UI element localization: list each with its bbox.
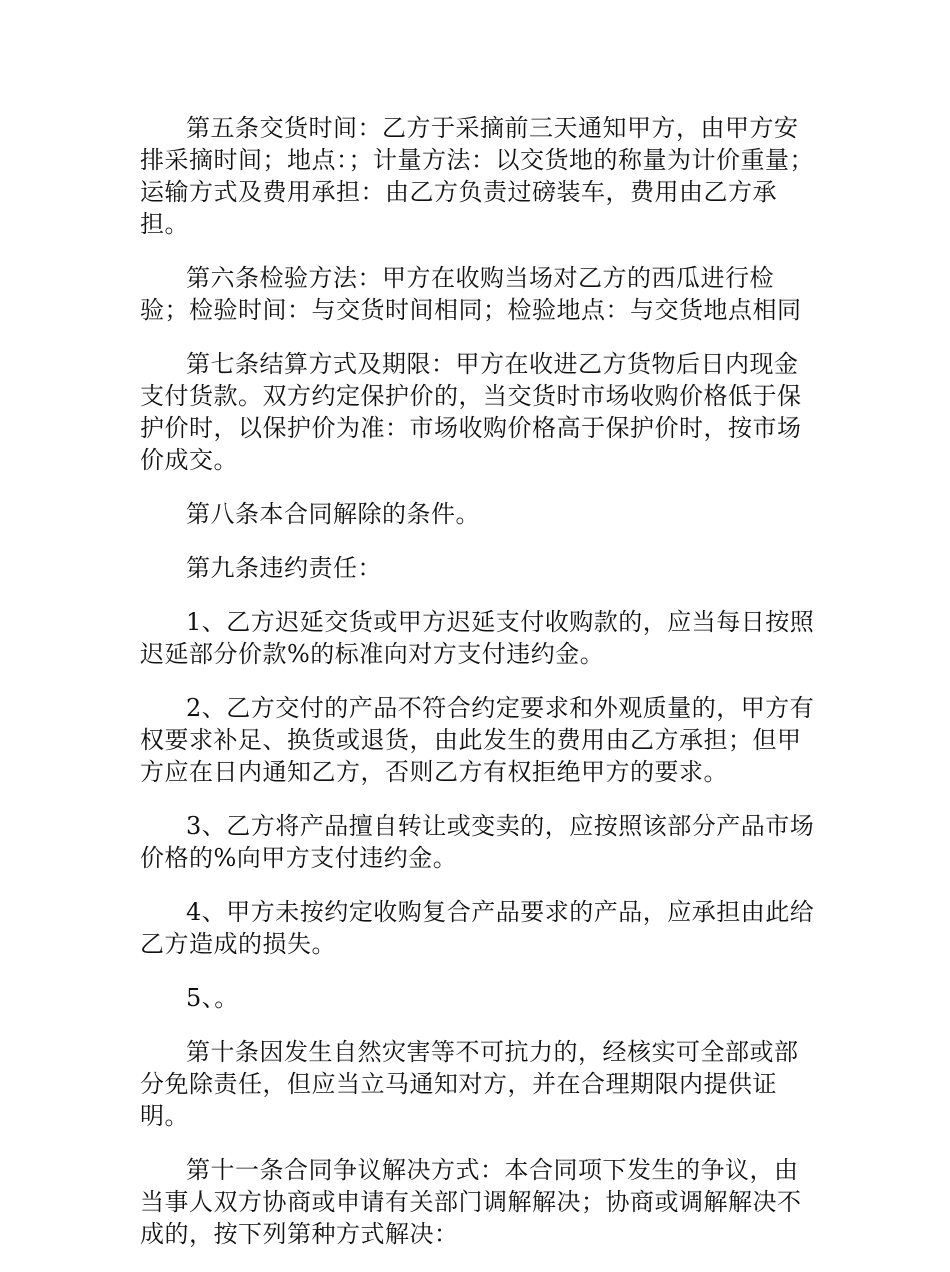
- clause-6-inspection: 第六条检验方法：甲方在收购当场对乙方的西瓜进行检验；检验时间：与交货时间相同；检验地点：与交货地点相同: [140, 264, 802, 324]
- liability-item-1: 1、乙方迟延交货或甲方迟延支付收购款的，应当每日按照迟延部分价款%的标准向对方支付违约金。: [140, 608, 815, 668]
- clause-7-settlement: 第七条结算方式及期限：甲方在收进乙方货物后日内现金支付货款。双方约定保护价的，当交货时市场收购价格低于保护价时，以保护价为准：市场收购价格高于保护价时，按市场价成交。: [140, 350, 802, 474]
- clause-8-termination: 第八条本合同解除的条件。: [186, 500, 480, 528]
- clause-10-force-majeure: 第十条因发生自然灾害等不可抗力的，经核实可全部或部分免除责任，但应当立马通知对方，并在合理期限内提供证明。: [140, 1038, 799, 1130]
- liability-item-5: 5、。: [186, 984, 239, 1012]
- liability-item-3: 3、乙方将产品擅自转让或变卖的，应按照该部分产品市场价格的%向甲方支付违约金。: [140, 812, 815, 872]
- clause-9-liability: 第九条违约责任：: [186, 554, 382, 582]
- liability-item-2: 2、乙方交付的产品不符合约定要求和外观质量的，甲方有权要求补足、换货或退货，由此发生的费用由乙方承担；但甲方应在日内通知乙方，否则乙方有权拒绝甲方的要求。: [140, 694, 815, 786]
- clause-5-delivery: 第五条交货时间：乙方于采摘前三天通知甲方，由甲方安排采摘时间；地点：；计量方法：以交货地的称量为计价重量；运输方式及费用承担：由乙方负责过磅装车，费用由乙方承担。: [140, 114, 814, 238]
- document-page: [140, 112, 820, 1272]
- clause-11-dispute-resolution: 第十一条合同争议解决方式：本合同项下发生的争议，由当事人双方协商或申请有关部门调解解决；协商或调解解决不成的，按下列第种方式解决：: [140, 1156, 802, 1248]
- liability-item-4: 4、甲方未按约定收购复合产品要求的产品，应承担由此给乙方造成的损失。: [140, 898, 815, 958]
